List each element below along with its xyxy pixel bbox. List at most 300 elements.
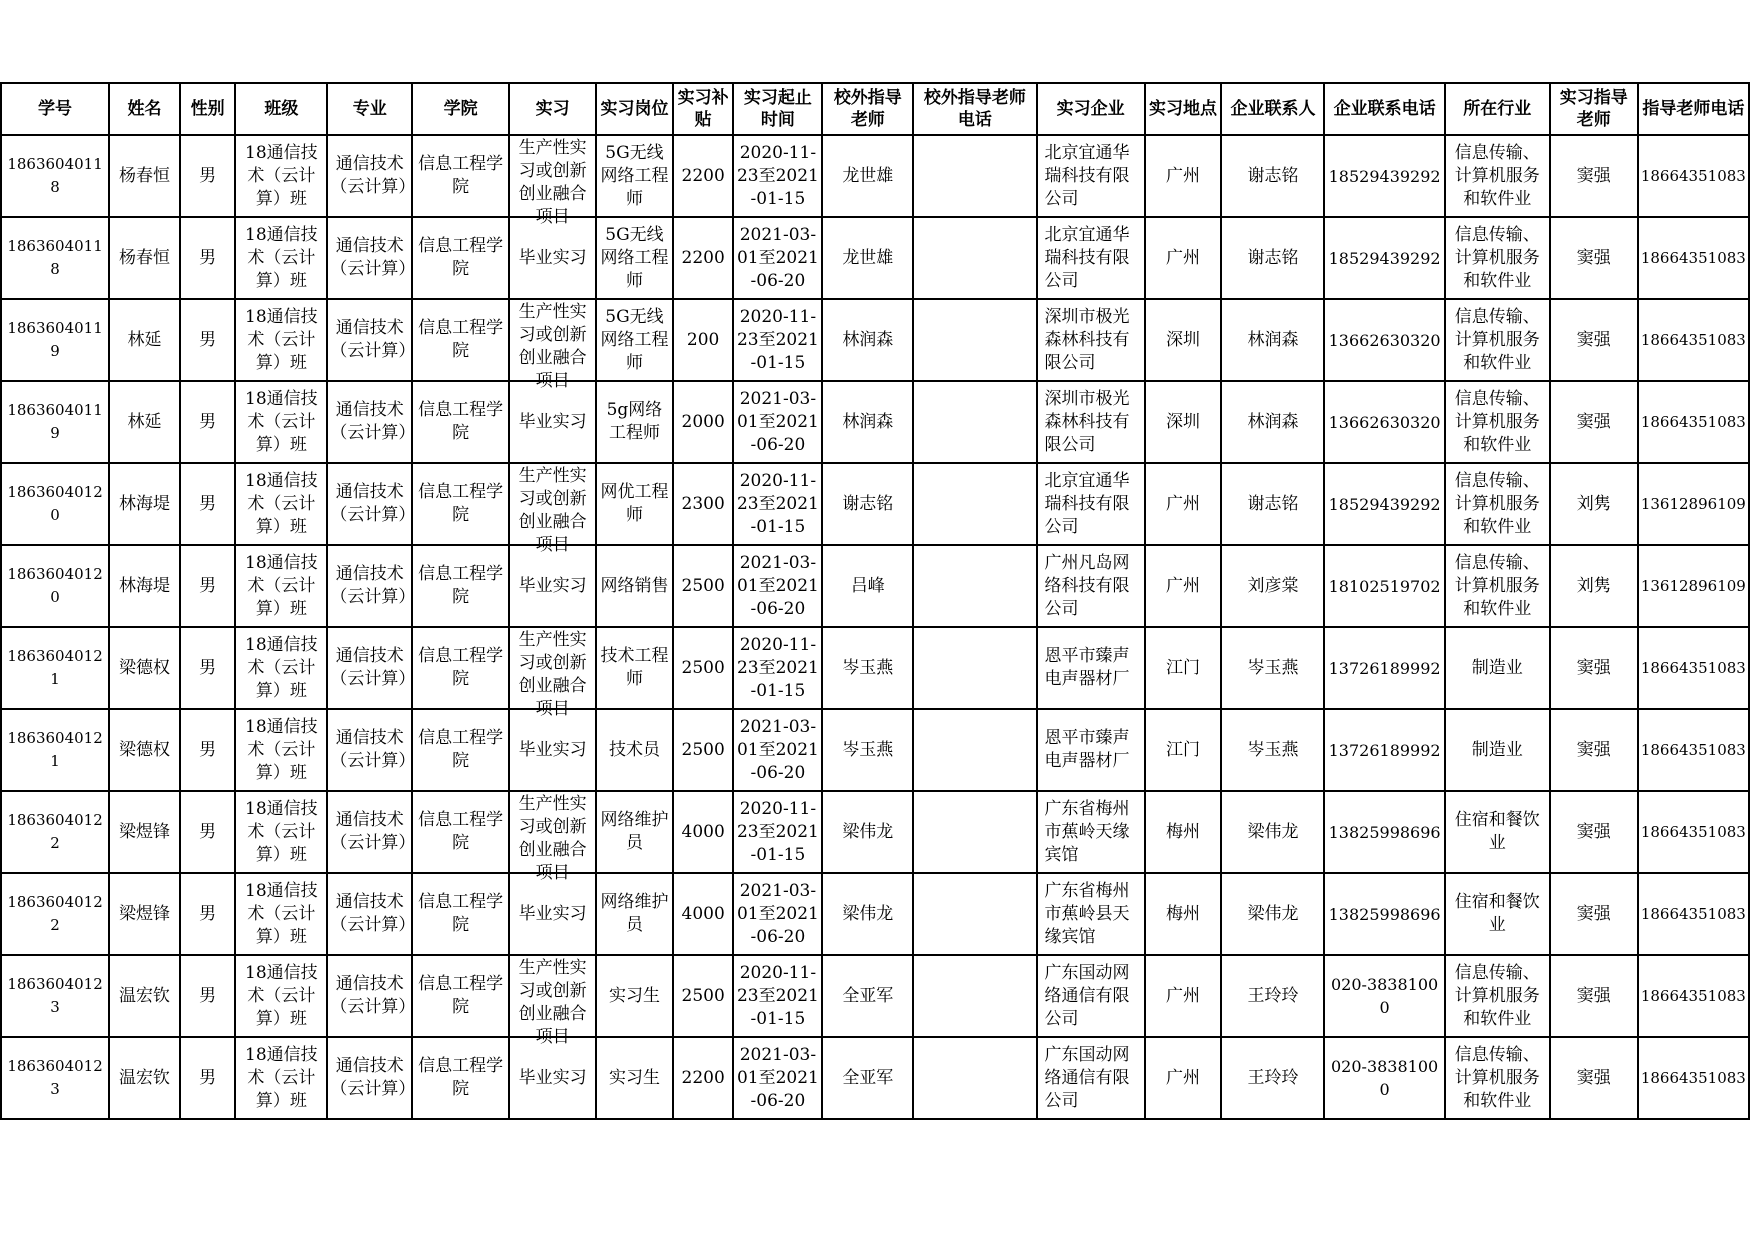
cell-text: 5G无线网络工程师 xyxy=(600,306,669,373)
cell-text: 北京宜通华瑞科技有限公司 xyxy=(1044,142,1130,209)
cell-text: 窦强 xyxy=(1576,165,1611,186)
cell-advisor-phone xyxy=(1638,873,1749,955)
cell-text: 18636040123 xyxy=(7,975,103,1016)
cell-company-contact xyxy=(1221,381,1324,463)
cell-internship-position xyxy=(596,627,673,709)
column-header-internship-period: 实习起止时间 xyxy=(733,83,822,135)
cell-internship-company xyxy=(1037,381,1145,463)
cell-text: 梁德权 xyxy=(118,739,170,760)
cell-internship-advisor xyxy=(1550,955,1638,1037)
cell-text: 梁伟龙 xyxy=(1247,903,1299,924)
cell-external-advisor-phone xyxy=(913,463,1036,545)
cell-industry xyxy=(1445,545,1550,627)
cell-text: 住宿和餐饮业 xyxy=(1454,810,1540,853)
cell-external-advisor-phone xyxy=(913,955,1036,1037)
cell-text: 窦强 xyxy=(1576,739,1611,760)
cell-internship-advisor xyxy=(1550,709,1638,791)
cell-internship-type xyxy=(509,381,596,463)
cell-student-id xyxy=(1,135,109,217)
cell-advisor-phone xyxy=(1638,709,1749,791)
cell-text: 18636040118 xyxy=(7,237,103,278)
cell-name xyxy=(109,299,180,381)
cell-text: 制造业 xyxy=(1471,657,1523,678)
cell-text: 18664351083 xyxy=(1640,822,1746,841)
cell-college xyxy=(412,873,509,955)
cell-text: 江门 xyxy=(1166,739,1201,760)
cell-text: 13726189992 xyxy=(1328,658,1441,678)
cell-internship-type xyxy=(509,299,596,391)
cell-text: 4000 xyxy=(681,903,725,924)
cell-text: 王玲玲 xyxy=(1247,985,1299,1006)
cell-company-contact xyxy=(1221,545,1324,627)
cell-major xyxy=(327,299,416,381)
cell-external-advisor xyxy=(822,217,913,299)
cell-text: 18664351083 xyxy=(1640,248,1746,267)
cell-gender xyxy=(180,709,236,791)
cell-major xyxy=(327,545,416,627)
cell-text: 2300 xyxy=(681,493,725,514)
cell-company-phone xyxy=(1324,955,1444,1037)
cell-text: 18664351083 xyxy=(1640,1068,1746,1087)
cell-text: 男 xyxy=(199,165,217,186)
cell-internship-advisor xyxy=(1550,299,1638,381)
cell-internship-advisor xyxy=(1550,381,1638,463)
cell-text: 2021-03-01至2021-06-20 xyxy=(736,716,819,783)
cell-text: 18529439292 xyxy=(1328,248,1441,268)
cell-text: 信息工程学院 xyxy=(418,236,504,279)
cell-text: 江门 xyxy=(1166,657,1201,678)
cell-text: 13612896109 xyxy=(1640,494,1746,513)
cell-internship-company xyxy=(1037,463,1145,545)
cell-internship-allowance xyxy=(673,381,734,463)
cell-text: 梁德权 xyxy=(118,657,170,678)
internship-table xyxy=(0,82,1750,1120)
cell-text: 吕峰 xyxy=(850,575,885,596)
cell-internship-allowance xyxy=(673,135,734,217)
cell-internship-period xyxy=(733,217,822,299)
cell-text: 通信技术（云计算） xyxy=(330,318,416,361)
cell-text: 2020-11-23至2021-01-15 xyxy=(736,470,819,537)
column-header-industry: 所在行业 xyxy=(1445,83,1550,135)
cell-internship-advisor xyxy=(1550,135,1638,217)
cell-text: 通信技术（云计算） xyxy=(330,236,416,279)
table-row xyxy=(1,463,1749,545)
cell-internship-type xyxy=(509,709,596,791)
cell-company-phone xyxy=(1324,709,1444,791)
cell-text: 全亚军 xyxy=(842,985,894,1006)
cell-student-id xyxy=(1,381,109,463)
cell-text: 龙世雄 xyxy=(842,165,894,186)
cell-company-phone xyxy=(1324,873,1444,955)
cell-gender xyxy=(180,463,236,545)
cell-text: 谢志铭 xyxy=(1247,493,1299,514)
cell-student-id xyxy=(1,217,109,299)
cell-name xyxy=(109,873,180,955)
cell-text: 梁煜锋 xyxy=(118,903,170,924)
cell-text: 通信技术（云计算） xyxy=(330,400,416,443)
cell-text: 5g网络工程师 xyxy=(606,400,663,443)
cell-internship-advisor xyxy=(1550,627,1638,709)
cell-text: 男 xyxy=(199,575,217,596)
cell-text: 林润森 xyxy=(842,411,894,432)
cell-text: 18通信技术（云计算）班 xyxy=(245,142,318,209)
cell-text: 通信技术（云计算） xyxy=(330,728,416,771)
cell-text: 梁煜锋 xyxy=(118,821,170,842)
cell-gender xyxy=(180,217,236,299)
cell-advisor-phone xyxy=(1638,381,1749,463)
cell-text: 18通信技术（云计算）班 xyxy=(245,798,318,865)
cell-text: 18636040118 xyxy=(7,155,103,196)
cell-text: 岑玉燕 xyxy=(1247,739,1299,760)
cell-text: 18664351083 xyxy=(1640,412,1746,431)
cell-internship-company xyxy=(1037,627,1145,709)
cell-external-advisor-phone xyxy=(913,1037,1036,1119)
cell-company-phone xyxy=(1324,135,1444,217)
cell-major xyxy=(327,627,416,709)
cell-college xyxy=(412,381,509,463)
cell-text: 18636040120 xyxy=(7,483,103,524)
cell-internship-period xyxy=(733,627,822,709)
cell-gender xyxy=(180,873,236,955)
table-row xyxy=(1,873,1749,955)
cell-text: 网优工程师 xyxy=(600,482,669,525)
column-header-college: 学院 xyxy=(412,83,509,135)
cell-internship-period xyxy=(733,545,822,627)
cell-text: 2021-03-01至2021-06-20 xyxy=(736,1044,819,1111)
cell-text: 通信技术（云计算） xyxy=(330,810,416,853)
cell-advisor-phone xyxy=(1638,791,1749,873)
cell-external-advisor xyxy=(822,791,913,873)
cell-text: 广州 xyxy=(1166,165,1201,186)
cell-advisor-phone xyxy=(1638,627,1749,709)
column-header-external-advisor: 校外指导老师 xyxy=(822,83,913,135)
cell-college xyxy=(412,709,509,791)
cell-text: 广东省梅州市蕉岭县天缘宾馆 xyxy=(1044,880,1130,947)
cell-gender xyxy=(180,381,236,463)
cell-text: 窦强 xyxy=(1576,1067,1611,1088)
cell-internship-allowance xyxy=(673,545,734,627)
cell-text: 温宏钦 xyxy=(118,985,170,1006)
cell-internship-type xyxy=(509,463,596,555)
table-row xyxy=(1,709,1749,791)
cell-text: 深圳 xyxy=(1166,329,1201,350)
cell-text: 2021-03-01至2021-06-20 xyxy=(736,224,819,291)
cell-text: 2500 xyxy=(681,657,725,678)
cell-college xyxy=(412,135,509,217)
cell-name xyxy=(109,217,180,299)
column-header-major: 专业 xyxy=(327,83,412,135)
cell-name xyxy=(109,381,180,463)
cell-internship-location xyxy=(1145,381,1222,463)
cell-class xyxy=(235,545,327,627)
cell-text: 生产性实习或创新创业融合项目 xyxy=(518,630,587,719)
cell-text: 深圳市极光森林科技有限公司 xyxy=(1044,388,1130,455)
cell-text: 信息工程学院 xyxy=(418,318,504,361)
cell-text: 恩平市臻声电声器材厂 xyxy=(1044,646,1130,689)
cell-text: 18664351083 xyxy=(1640,330,1746,349)
cell-external-advisor-phone xyxy=(913,135,1036,217)
cell-text: 2021-03-01至2021-06-20 xyxy=(736,552,819,619)
cell-name xyxy=(109,545,180,627)
cell-text: 2500 xyxy=(681,575,725,596)
cell-class xyxy=(235,955,327,1037)
column-header-internship-company: 实习企业 xyxy=(1037,83,1145,135)
cell-text: 男 xyxy=(199,657,217,678)
cell-internship-position xyxy=(596,791,673,873)
cell-student-id xyxy=(1,1037,109,1119)
cell-internship-type xyxy=(509,955,596,1047)
cell-text: 2500 xyxy=(681,739,725,760)
cell-text: 2020-11-23至2021-01-15 xyxy=(736,142,819,209)
cell-internship-allowance xyxy=(673,709,734,791)
cell-text: 信息工程学院 xyxy=(418,564,504,607)
cell-gender xyxy=(180,627,236,709)
cell-text: 生产性实习或创新创业融合项目 xyxy=(518,138,587,227)
cell-class xyxy=(235,135,327,217)
cell-internship-company xyxy=(1037,709,1145,791)
cell-text: 2020-11-23至2021-01-15 xyxy=(736,306,819,373)
cell-internship-location xyxy=(1145,463,1222,545)
cell-text: 窦强 xyxy=(1576,247,1611,268)
cell-text: 梁伟龙 xyxy=(842,821,894,842)
cell-external-advisor-phone xyxy=(913,299,1036,381)
cell-text: 男 xyxy=(199,985,217,1006)
cell-company-phone xyxy=(1324,627,1444,709)
cell-company-phone xyxy=(1324,381,1444,463)
cell-external-advisor xyxy=(822,381,913,463)
cell-student-id xyxy=(1,545,109,627)
cell-text: 18636040122 xyxy=(7,893,103,934)
cell-text: 毕业实习 xyxy=(518,1067,587,1088)
cell-internship-period xyxy=(733,709,822,791)
cell-text: 通信技术（云计算） xyxy=(330,892,416,935)
cell-text: 毕业实习 xyxy=(518,411,587,432)
cell-text: 窦强 xyxy=(1576,411,1611,432)
cell-college xyxy=(412,955,509,1037)
cell-external-advisor xyxy=(822,1037,913,1119)
cell-text: 2200 xyxy=(681,1067,725,1088)
cell-text: 18通信技术（云计算）班 xyxy=(245,716,318,783)
cell-external-advisor xyxy=(822,545,913,627)
cell-text: 13825998696 xyxy=(1328,822,1441,842)
cell-text: 信息传输、计算机服务和软件业 xyxy=(1454,962,1540,1029)
cell-text: 实习生 xyxy=(608,1067,660,1088)
cell-internship-company xyxy=(1037,1037,1145,1119)
cell-internship-position xyxy=(596,545,673,627)
cell-college xyxy=(412,545,509,627)
cell-class xyxy=(235,381,327,463)
cell-advisor-phone xyxy=(1638,1037,1749,1119)
cell-internship-advisor xyxy=(1550,791,1638,873)
table-header xyxy=(1,83,1749,135)
column-header-external-advisor-phone: 校外指导老师电话 xyxy=(913,83,1036,135)
cell-text: 住宿和餐饮业 xyxy=(1454,892,1540,935)
cell-text: 林延 xyxy=(127,411,162,432)
cell-text: 信息工程学院 xyxy=(418,892,504,935)
cell-name xyxy=(109,955,180,1037)
cell-internship-type xyxy=(509,135,596,227)
cell-internship-position xyxy=(596,1037,673,1119)
cell-text: 信息传输、计算机服务和软件业 xyxy=(1454,552,1540,619)
cell-industry xyxy=(1445,463,1550,545)
cell-internship-location xyxy=(1145,709,1222,791)
cell-text: 18636040123 xyxy=(7,1057,103,1098)
cell-internship-period xyxy=(733,299,822,381)
cell-advisor-phone xyxy=(1638,955,1749,1037)
cell-text: 广东省梅州市蕉岭天缘宾馆 xyxy=(1044,798,1130,865)
cell-text: 13825998696 xyxy=(1328,904,1441,924)
cell-text: 信息工程学院 xyxy=(418,400,504,443)
cell-text: 广州凡岛网络科技有限公司 xyxy=(1044,552,1130,619)
cell-external-advisor-phone xyxy=(913,709,1036,791)
cell-text: 恩平市臻声电声器材厂 xyxy=(1044,728,1130,771)
cell-internship-type xyxy=(509,791,596,883)
cell-major xyxy=(327,873,416,955)
cell-text: 信息工程学院 xyxy=(418,810,504,853)
cell-major xyxy=(327,955,416,1037)
cell-internship-location xyxy=(1145,873,1222,955)
cell-industry xyxy=(1445,299,1550,381)
cell-text: 18636040121 xyxy=(7,729,103,770)
cell-company-phone xyxy=(1324,791,1444,873)
cell-external-advisor xyxy=(822,955,913,1037)
cell-text: 梁伟龙 xyxy=(1247,821,1299,842)
cell-text: 生产性实习或创新创业融合项目 xyxy=(518,794,587,883)
cell-internship-position xyxy=(596,217,673,299)
cell-company-contact xyxy=(1221,299,1324,381)
cell-external-advisor-phone xyxy=(913,791,1036,873)
cell-text: 18102519702 xyxy=(1328,576,1441,596)
cell-text: 4000 xyxy=(681,821,725,842)
cell-text: 窦强 xyxy=(1576,657,1611,678)
cell-text: 通信技术（云计算） xyxy=(330,482,416,525)
cell-text: 毕业实习 xyxy=(518,903,587,924)
column-header-internship-position: 实习岗位 xyxy=(596,83,673,135)
cell-company-contact xyxy=(1221,709,1324,791)
cell-industry xyxy=(1445,873,1550,955)
cell-external-advisor xyxy=(822,873,913,955)
cell-text: 男 xyxy=(199,411,217,432)
cell-text: 林延 xyxy=(127,329,162,350)
cell-text: 男 xyxy=(199,821,217,842)
cell-internship-company xyxy=(1037,873,1145,955)
cell-industry xyxy=(1445,217,1550,299)
cell-text: 网络维护员 xyxy=(600,892,669,935)
cell-external-advisor-phone xyxy=(913,627,1036,709)
cell-text: 2021-03-01至2021-06-20 xyxy=(736,388,819,455)
cell-internship-company xyxy=(1037,791,1145,873)
table-row xyxy=(1,791,1749,873)
cell-text: 18664351083 xyxy=(1640,658,1746,677)
cell-internship-allowance xyxy=(673,1037,734,1119)
cell-major xyxy=(327,1037,416,1119)
cell-text: 广州 xyxy=(1166,247,1201,268)
cell-text: 信息传输、计算机服务和软件业 xyxy=(1454,306,1540,373)
cell-internship-location xyxy=(1145,955,1222,1037)
cell-internship-allowance xyxy=(673,627,734,709)
cell-internship-position xyxy=(596,381,673,463)
cell-text: 男 xyxy=(199,247,217,268)
cell-class xyxy=(235,217,327,299)
cell-internship-type xyxy=(509,217,596,299)
table-row xyxy=(1,217,1749,299)
cell-class xyxy=(235,1037,327,1119)
cell-company-phone xyxy=(1324,463,1444,545)
cell-external-advisor xyxy=(822,463,913,545)
cell-text: 020-38381000 xyxy=(1331,975,1439,1017)
cell-text: 2021-03-01至2021-06-20 xyxy=(736,880,819,947)
cell-text: 2020-11-23至2021-01-15 xyxy=(736,798,819,865)
column-header-student-id: 学号 xyxy=(1,83,109,135)
cell-text: 男 xyxy=(199,903,217,924)
cell-text: 通信技术（云计算） xyxy=(330,1056,416,1099)
cell-gender xyxy=(180,299,236,381)
cell-text: 18通信技术（云计算）班 xyxy=(245,224,318,291)
cell-text: 18529439292 xyxy=(1328,166,1441,186)
cell-text: 18664351083 xyxy=(1640,740,1746,759)
cell-student-id xyxy=(1,791,109,873)
cell-internship-allowance xyxy=(673,217,734,299)
table-row xyxy=(1,627,1749,709)
cell-text: 18529439292 xyxy=(1328,494,1441,514)
cell-gender xyxy=(180,135,236,217)
cell-text: 200 xyxy=(686,329,720,350)
cell-text: 梅州 xyxy=(1166,903,1201,924)
cell-advisor-phone xyxy=(1638,463,1749,545)
cell-internship-position xyxy=(596,955,673,1037)
cell-internship-period xyxy=(733,791,822,873)
cell-text: 信息传输、计算机服务和软件业 xyxy=(1454,142,1540,209)
cell-internship-position xyxy=(596,135,673,217)
cell-student-id xyxy=(1,955,109,1037)
table-row xyxy=(1,1037,1749,1119)
column-header-advisor-phone: 指导老师电话 xyxy=(1638,83,1749,135)
cell-advisor-phone xyxy=(1638,217,1749,299)
cell-gender xyxy=(180,791,236,873)
cell-company-phone xyxy=(1324,299,1444,381)
cell-company-contact xyxy=(1221,873,1324,955)
cell-name xyxy=(109,709,180,791)
cell-internship-type xyxy=(509,627,596,719)
cell-text: 信息工程学院 xyxy=(418,974,504,1017)
cell-text: 18通信技术（云计算）班 xyxy=(245,880,318,947)
cell-text: 林润森 xyxy=(1247,329,1299,350)
cell-internship-type xyxy=(509,1037,596,1119)
cell-internship-period xyxy=(733,1037,822,1119)
cell-text: 2200 xyxy=(681,247,725,268)
cell-company-contact xyxy=(1221,791,1324,873)
column-header-gender: 性别 xyxy=(180,83,236,135)
cell-company-phone xyxy=(1324,545,1444,627)
cell-text: 制造业 xyxy=(1471,739,1523,760)
cell-text: 谢志铭 xyxy=(842,493,894,514)
cell-internship-period xyxy=(733,873,822,955)
cell-industry xyxy=(1445,1037,1550,1119)
cell-text: 生产性实习或创新创业融合项目 xyxy=(518,302,587,391)
table-row xyxy=(1,545,1749,627)
cell-internship-type xyxy=(509,545,596,627)
cell-internship-advisor xyxy=(1550,545,1638,627)
cell-text: 窦强 xyxy=(1576,821,1611,842)
cell-text: 18通信技术（云计算）班 xyxy=(245,388,318,455)
column-header-name: 姓名 xyxy=(109,83,180,135)
cell-student-id xyxy=(1,463,109,545)
cell-internship-allowance xyxy=(673,463,734,545)
cell-gender xyxy=(180,545,236,627)
cell-internship-company xyxy=(1037,299,1145,381)
cell-class xyxy=(235,873,327,955)
cell-company-phone xyxy=(1324,217,1444,299)
